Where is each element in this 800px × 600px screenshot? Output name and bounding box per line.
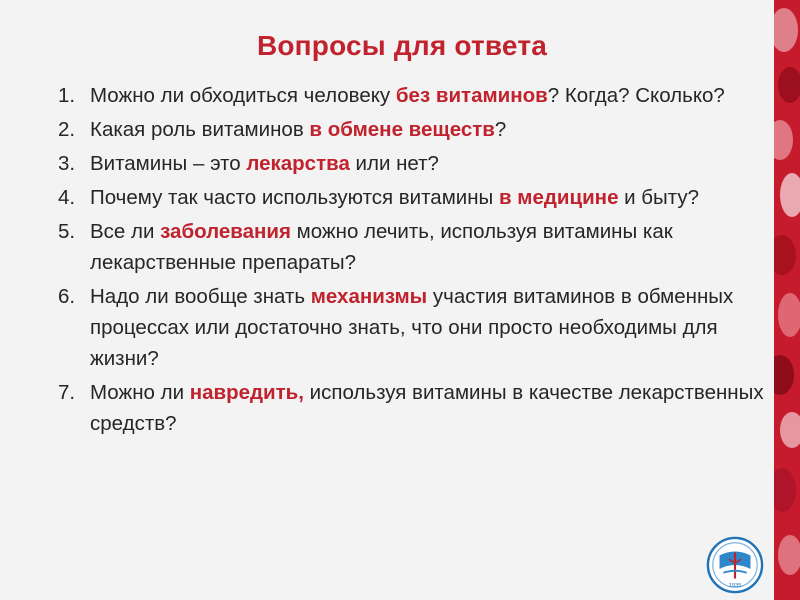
question-text: Можно ли: [90, 381, 190, 404]
highlight-phrase: навредить,: [189, 381, 304, 404]
list-item: [58, 377, 768, 439]
question-text: Надо ли вообще знать: [90, 285, 311, 308]
question-text: Все ли: [90, 220, 161, 243]
emblem-year: 1935: [728, 583, 742, 590]
list-item: [58, 281, 768, 374]
question-text: или нет?: [349, 152, 439, 175]
highlight-phrase: лекарства: [246, 152, 350, 175]
list-item-number: 2.: [58, 118, 76, 141]
question-list: [58, 80, 768, 442]
highlight-phrase: в медицине: [499, 186, 619, 209]
list-item-number: 5.: [58, 220, 76, 243]
list-item: [58, 114, 768, 145]
question-text: можно лечить, используя витамины как лекарственные препараты?: [90, 220, 673, 274]
list-item: [58, 148, 768, 179]
question-text: и быту?: [618, 186, 700, 209]
list-item-number: 1.: [58, 84, 76, 107]
list-item-number: 7.: [58, 381, 76, 404]
rose-petals-pattern: [774, 0, 800, 600]
question-text: Какая роль витаминов: [90, 118, 310, 141]
list-item-number: 6.: [58, 285, 76, 308]
highlight-phrase: без витаминов: [395, 84, 548, 107]
question-text: участия витаминов в обменных процессах или достаточно знать, что они просто необходимы для жизни?: [90, 285, 734, 370]
question-text: Витамины – это: [90, 152, 247, 175]
question-text: ?: [494, 118, 507, 141]
list-item: [58, 216, 768, 278]
question-text: ? Когда? Сколько?: [547, 84, 725, 107]
decorative-border: [774, 0, 800, 600]
list-item-number: 3.: [58, 152, 76, 175]
highlight-phrase: заболевания: [160, 220, 291, 243]
question-text: используя витамины в качестве лекарственных средств?: [90, 381, 764, 435]
list-item: [58, 80, 768, 111]
question-text: Почему так часто используются витамины: [90, 186, 499, 209]
slide-title: Вопросы для ответа: [256, 30, 548, 61]
highlight-phrase: механизмы: [310, 285, 428, 308]
list-item-number: 4.: [58, 186, 76, 209]
university-emblem-icon: [706, 536, 764, 594]
question-text: Можно ли обходиться человеку: [90, 84, 396, 107]
highlight-phrase: в обмене веществ: [309, 118, 495, 141]
list-item: [58, 182, 768, 213]
